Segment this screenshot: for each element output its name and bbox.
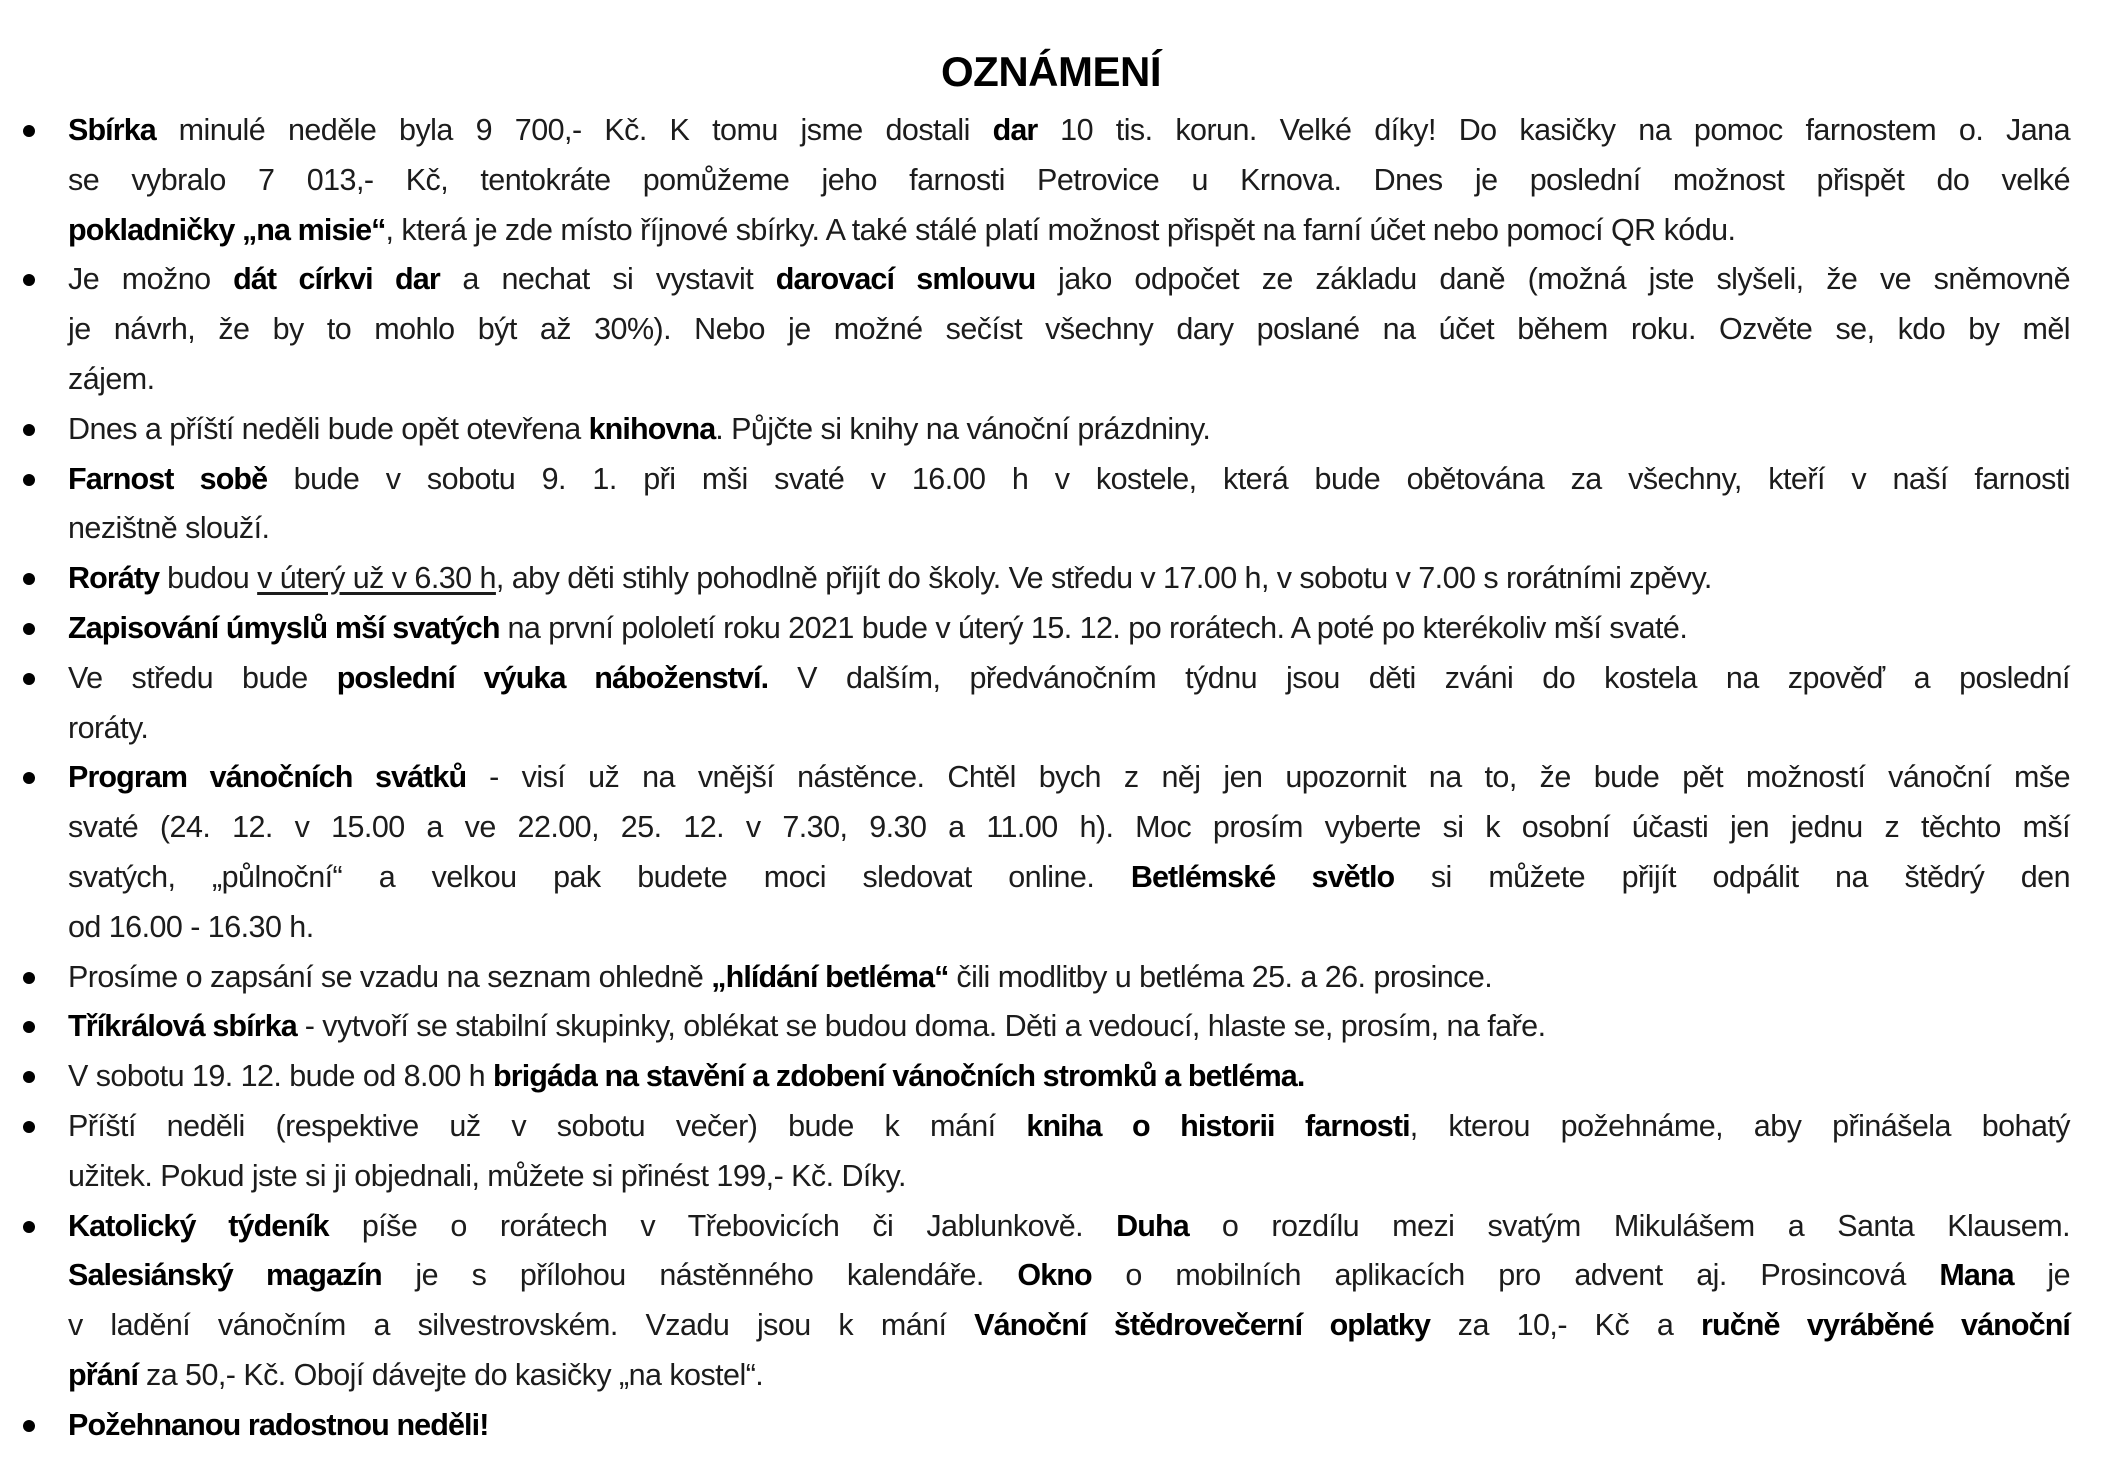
body-text: Ve středu bude <box>68 660 337 695</box>
announcement-item <box>0 1052 2102 1102</box>
announcement-line <box>68 1301 2070 1351</box>
bullet-icon <box>23 673 35 685</box>
announcement-item <box>0 455 2102 555</box>
bullet-icon <box>23 1221 35 1233</box>
body-text: je návrh, že by to mohlo být až 30%). Nebo je možné sečíst všechny dary poslané na účet během roku. Ozvěte se, kdo by měl <box>68 312 2070 347</box>
emphasis-text: Tříkrálová sbírka <box>68 1009 297 1044</box>
announcement-item <box>0 953 2102 1003</box>
emphasis-text: „hlídání betléma“ <box>711 959 949 994</box>
body-text: - vytvoří se stabilní skupinky, oblékat se budou doma. Děti a vedoucí, hlaste se, prosím, na faře. <box>296 1009 1546 1044</box>
body-text: budou <box>159 561 258 596</box>
emphasis-text: poslední výuka náboženství. <box>336 660 769 695</box>
bullet-icon <box>23 1420 35 1432</box>
emphasis-text: darovací smlouvu <box>775 262 1036 297</box>
bullet-icon <box>23 274 35 286</box>
body-text: minulé neděle byla 9 700,- Kč. K tomu jsme dostali <box>155 113 993 147</box>
announcement-line <box>68 156 2070 206</box>
announcement-line <box>68 106 2070 156</box>
announcement-item <box>0 753 2102 952</box>
announcement-line <box>68 504 2070 554</box>
announcement-line <box>68 554 2070 604</box>
emphasis-text: ručně vyráběné vánoční <box>1701 1308 2070 1343</box>
announcement-line <box>68 704 2070 754</box>
announcement-line <box>68 654 2070 704</box>
announcement-item <box>0 405 2102 455</box>
announcement-line <box>68 1002 2070 1052</box>
announcement-line <box>68 455 2070 505</box>
announcement-line <box>68 305 2070 355</box>
body-text: Prosíme o zapsání se vzadu na seznam ohledně <box>68 959 712 994</box>
body-text: o rozdílu mezi svatým Mikulášem a Santa Klausem. <box>1188 1208 2070 1243</box>
body-text: za 10,- Kč a <box>1430 1308 1702 1343</box>
announcement-line <box>68 803 2070 853</box>
emphasis-text: Okno <box>1017 1258 1092 1293</box>
body-text: svaté (24. 12. v 15.00 a ve 22.00, 25. 12. v 7.30, 9.30 a 11.00 h). Moc prosím vyberte si k osobní účasti jen jednu z těchto mší <box>68 810 2070 845</box>
bullet-icon <box>23 573 35 585</box>
emphasis-text: Program vánočních svátků <box>68 760 467 795</box>
announcement-line <box>68 405 2070 455</box>
body-text: se vybralo 7 013,- Kč, tentokráte pomůžeme jeho farnosti Petrovice u Krnova. Dnes je poslední možnost přispět do velké <box>68 162 2070 197</box>
page-title: OZNÁMENÍ <box>941 48 1161 96</box>
emphasis-text: Farnost sobě <box>68 461 268 496</box>
body-text: je s přílohou nástěnného kalendáře. <box>381 1258 1018 1293</box>
announcement-item <box>0 106 2102 255</box>
announcement-line <box>68 1052 2070 1102</box>
body-text: jako odpočet ze základu daně (možná jste slyšeli, že ve sněmovně <box>1035 262 2070 297</box>
body-text: , aby děti stihly pohodlně přijít do školy. Ve středu v 17.00 h, v sobotu v 7.00 s rorátními zpěvy. <box>495 561 1712 596</box>
announcement-item <box>0 654 2102 754</box>
emphasis-text: Katolický týdeník <box>68 1208 329 1243</box>
underlined-text: v úterý už v 6.30 h <box>257 561 496 596</box>
emphasis-text: Požehnanou radostnou neděli! <box>68 1407 489 1442</box>
body-text: za 50,- Kč. Obojí dávejte do kasičky „na kostel“. <box>138 1357 764 1392</box>
body-text: - visí už na vnější nástěnce. Chtěl bych z něj jen upozornit na to, že bude pět možností vánoční mše <box>466 760 2070 795</box>
emphasis-text: přání <box>68 1357 139 1392</box>
bullet-icon <box>23 1121 35 1133</box>
bullet-icon <box>23 772 35 784</box>
body-text: na první pololetí roku 2021 bude v úterý 15. 12. po rorátech. A poté po kterékoliv mší svaté. <box>499 610 1688 645</box>
body-text: píše o rorátech v Třebovicích či Jablunkově. <box>328 1208 1117 1243</box>
announcement-line <box>68 1202 2070 1252</box>
body-text: a nechat si vystavit <box>439 262 776 297</box>
body-text: užitek. Pokud jste si ji objednali, můžete si přinést 199,- Kč. Díky. <box>68 1158 906 1193</box>
bullet-icon <box>23 125 35 137</box>
body-text: svatých, „půlnoční“ a velkou pak budete moci sledovat online. <box>68 859 1131 894</box>
emphasis-text: Salesiánský magazín <box>68 1258 382 1293</box>
body-text: , která je zde místo říjnové sbírky. A také stálé platí možnost přispět na farní účet nebo pomocí QR kódu. <box>385 212 1736 247</box>
body-text: bude v sobotu 9. 1. při mši svaté v 16.00 h v kostele, která bude obětována za všechny, kteří v naší farnosti <box>267 461 2070 496</box>
emphasis-text: kniha o historii farnosti <box>1026 1108 1410 1143</box>
announcement-item <box>0 554 2102 604</box>
bullet-icon <box>23 1021 35 1033</box>
announcement-item <box>0 604 2102 654</box>
bullet-icon <box>23 424 35 436</box>
body-text: . Půjčte si knihy na vánoční prázdniny. <box>715 411 1211 446</box>
announcement-line <box>68 1351 2070 1401</box>
announcement-item <box>0 1102 2102 1202</box>
emphasis-text: Roráty <box>68 561 160 596</box>
announcement-line <box>68 1102 2070 1152</box>
announcement-line <box>68 853 2070 903</box>
announcement-line <box>68 255 2070 305</box>
announcement-line <box>68 953 2070 1003</box>
emphasis-text: pokladničky „na misie“ <box>68 212 386 247</box>
emphasis-text: Vánoční štědrovečerní oplatky <box>974 1308 1431 1343</box>
announcement-item <box>0 1002 2102 1052</box>
body-text: V sobotu 19. 12. bude od 8.00 h <box>68 1059 494 1094</box>
announcement-line <box>68 206 2070 256</box>
announcement-line <box>68 1251 2070 1301</box>
announcement-line <box>68 753 2070 803</box>
body-text: Je možno <box>68 262 234 297</box>
body-text: Dnes a příští neděli bude opět otevřena <box>68 411 589 446</box>
bullet-icon <box>23 972 35 984</box>
body-text: čili modlitby u betléma 25. a 26. prosince. <box>948 959 1493 994</box>
announcement-item <box>0 255 2102 404</box>
body-text: si můžete přijít odpálit na štědrý den <box>1394 859 2070 894</box>
emphasis-text: Mana <box>1939 1258 2014 1293</box>
body-text: , kterou požehnáme, aby přinášela bohatý <box>1409 1108 2070 1143</box>
emphasis-text: dar <box>992 113 1038 147</box>
body-text: V dalším, předvánočním týdnu jsou děti zváni do kostela na zpověď a poslední <box>768 660 2070 695</box>
body-text: 10 tis. korun. Velké díky! Do kasičky na pomoc farnostem o. Jana <box>1037 113 2070 147</box>
body-text: nezištně slouží. <box>68 511 270 546</box>
body-text: roráty. <box>68 710 149 745</box>
body-text: o mobilních aplikacích pro advent aj. Prosincová <box>1091 1258 1940 1293</box>
body-text: je <box>2013 1258 2070 1293</box>
emphasis-text: knihovna <box>588 411 716 446</box>
announcement-item <box>0 1401 2102 1451</box>
announcement-line <box>68 604 2070 654</box>
emphasis-text: dát církvi dar <box>233 262 440 297</box>
bullet-icon <box>23 623 35 635</box>
announcement-line <box>68 1152 2070 1202</box>
body-text: v ladění vánočním a silvestrovském. Vzadu jsou k mání <box>68 1308 975 1343</box>
emphasis-text: Betlémské světlo <box>1130 859 1395 894</box>
announcement-line <box>68 355 2070 405</box>
body-text: Příští neděli (respektive už v sobotu večer) bude k mání <box>68 1108 1027 1143</box>
announcement-list <box>0 106 2102 1451</box>
body-text: od 16.00 - 16.30 h. <box>68 909 314 944</box>
body-text: zájem. <box>68 361 155 396</box>
bullet-icon <box>23 1071 35 1083</box>
emphasis-text: Sbírka <box>68 113 156 147</box>
announcement-item <box>0 1202 2102 1401</box>
bullet-icon <box>23 474 35 486</box>
emphasis-text: Duha <box>1116 1208 1189 1243</box>
emphasis-text: brigáda na stavění a zdobení vánočních stromků a betléma. <box>493 1059 1305 1094</box>
announcement-line <box>68 1401 2070 1451</box>
announcement-line <box>68 903 2070 953</box>
emphasis-text: Zapisování úmyslů mší svatých <box>68 610 500 645</box>
